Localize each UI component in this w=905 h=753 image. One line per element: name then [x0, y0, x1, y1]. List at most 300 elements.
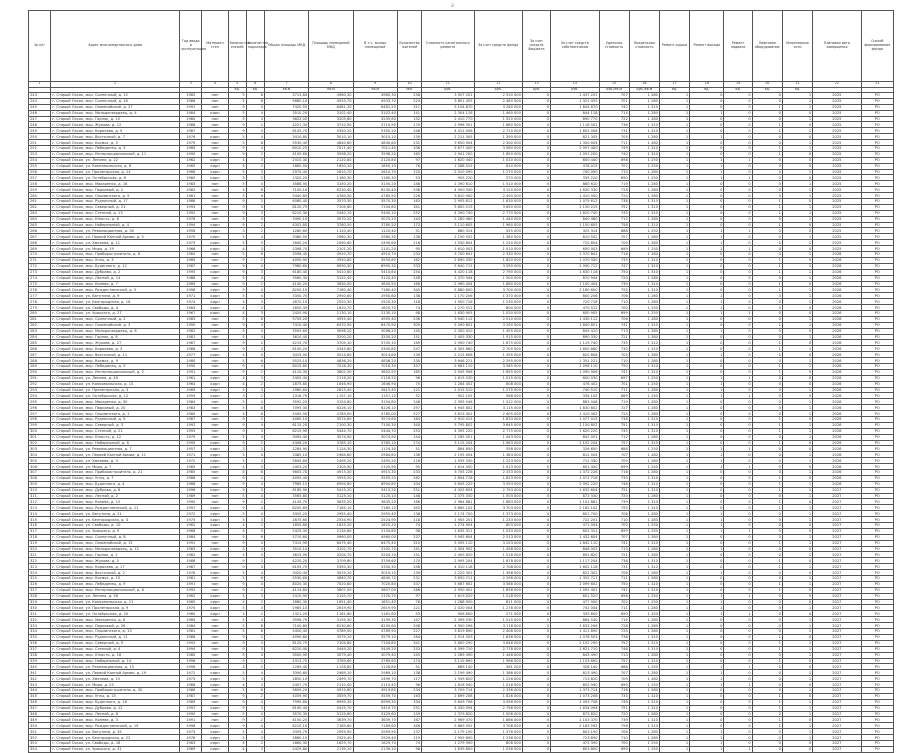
value-cell: кирп: [202, 169, 228, 175]
value-cell: 1: [659, 552, 689, 558]
value-cell: 1 013 000: [474, 464, 522, 470]
value-cell: РО: [861, 652, 893, 658]
value-cell: 0: [724, 634, 752, 640]
value-cell: 1: [724, 464, 752, 470]
value-cell: 1: [752, 269, 782, 275]
value-cell: 5525,10: [264, 358, 308, 364]
value-cell: 3: [246, 240, 264, 246]
value-cell: 1958: [180, 228, 202, 234]
value-cell: 2: [246, 446, 264, 452]
value-cell: 1 830 000: [474, 199, 522, 205]
value-cell: 2025: [813, 181, 861, 187]
value-cell: 2529,40: [309, 735, 353, 741]
row-index-cell: 296: [29, 405, 51, 411]
value-cell: 0: [724, 440, 752, 446]
value-cell: пан: [202, 140, 228, 146]
value-cell: 0: [752, 252, 782, 258]
row-index-cell: 245: [29, 104, 51, 110]
value-cell: 0: [522, 204, 550, 210]
value-cell: 1: [690, 452, 724, 458]
value-cell: 1 274 904: [422, 523, 474, 529]
value-cell: 1989: [180, 493, 202, 499]
value-cell: 724: [599, 629, 629, 635]
value-cell: 298: [397, 623, 421, 629]
row-index-cell: 271: [29, 257, 51, 263]
value-cell: 1: [724, 175, 752, 181]
column-unit: чел.: [397, 87, 421, 93]
value-cell: 2027: [813, 599, 861, 605]
value-cell: 7104,80: [353, 640, 397, 646]
value-cell: 1: [782, 293, 812, 299]
value-cell: 3415,90: [264, 352, 308, 358]
value-cell: 1 395 000: [474, 352, 522, 358]
value-cell: 709: [599, 676, 629, 682]
column-header: Ремонт подвала: [724, 11, 752, 82]
value-cell: 1: [752, 499, 782, 505]
value-cell: 5 640 712: [422, 263, 474, 269]
value-cell: 1: [782, 210, 812, 216]
value-cell: 74: [397, 523, 421, 529]
value-cell: РО: [861, 93, 893, 99]
row-index-cell: 264: [29, 216, 51, 222]
value-cell: 1 280: [629, 293, 659, 299]
value-cell: пан: [202, 399, 228, 405]
value-cell: 1968: [180, 528, 202, 534]
value-cell: 0: [724, 493, 752, 499]
value-cell: РО: [861, 452, 893, 458]
value-cell: 0: [752, 735, 782, 741]
row-index-cell: 311: [29, 493, 51, 499]
value-cell: 3150,20: [309, 181, 353, 187]
value-cell: 2120,80: [353, 157, 397, 163]
value-cell: 0: [752, 193, 782, 199]
value-cell: 1: [690, 517, 724, 523]
value-cell: 1 310: [629, 505, 659, 511]
value-cell: 2027: [813, 528, 861, 534]
value-cell: РО: [861, 682, 893, 688]
column-header: В т.ч. жилых помещений: [353, 11, 397, 82]
value-cell: 4145,70: [264, 499, 308, 505]
column-header: Количество этажей: [228, 11, 246, 82]
value-cell: 1: [782, 581, 812, 587]
value-cell: 2025: [813, 204, 861, 210]
value-cell: 1 226 000: [474, 676, 522, 682]
value-cell: 1: [659, 570, 689, 576]
value-cell: 4221,30: [264, 122, 308, 128]
value-cell: 1984: [180, 534, 202, 540]
value-cell: 1 506 000: [474, 711, 522, 717]
value-cell: 0: [724, 693, 752, 699]
value-cell: 0: [752, 523, 782, 529]
value-cell: 9: [228, 128, 246, 134]
value-cell: РО: [861, 746, 893, 752]
value-cell: 711: [599, 387, 629, 393]
value-cell: 1: [752, 204, 782, 210]
value-cell: 1: [782, 552, 812, 558]
value-cell: 0: [724, 416, 752, 422]
value-cell: РО: [861, 428, 893, 434]
value-cell: 746: [599, 646, 629, 652]
value-cell: 4: [246, 546, 264, 552]
row-index-cell: 307: [29, 470, 51, 476]
value-cell: 165: [397, 369, 421, 375]
value-cell: РО: [861, 434, 893, 440]
value-cell: 1: [659, 104, 689, 110]
value-cell: 1: [659, 146, 689, 152]
value-cell: 6: [246, 93, 264, 99]
value-cell: 1: [659, 181, 689, 187]
value-cell: 139: [397, 134, 421, 140]
value-cell: 700: [599, 305, 629, 311]
value-cell: 1 280: [629, 387, 659, 393]
value-cell: 1: [782, 617, 812, 623]
value-cell: 0: [522, 505, 550, 511]
value-cell: 149: [397, 711, 421, 717]
value-cell: 690: [599, 611, 629, 617]
value-cell: 8: [246, 187, 264, 193]
value-cell: 710 804: [551, 240, 599, 246]
value-cell: 0: [522, 358, 550, 364]
address-cell: г. Старый Оскол, мкр. Юность, д. 18: [51, 652, 180, 658]
value-cell: 1128,80: [309, 664, 353, 670]
value-cell: 1980: [180, 652, 202, 658]
value-cell: 4: [246, 287, 264, 293]
value-cell: 2 199 490: [422, 670, 474, 676]
value-cell: 2026: [813, 252, 861, 258]
value-cell: 728: [599, 623, 629, 629]
value-cell: 0: [782, 570, 812, 576]
value-cell: 4090,60: [264, 634, 308, 640]
value-cell: 1: [782, 517, 812, 523]
value-cell: пан: [202, 687, 228, 693]
value-cell: 1: [659, 299, 689, 305]
value-cell: 1983: [180, 181, 202, 187]
value-cell: 1 310: [629, 428, 659, 434]
value-cell: 3: [246, 605, 264, 611]
address-cell: г. Старый Оскол, мкр. Конева, д. 15: [51, 499, 180, 505]
value-cell: 0: [752, 169, 782, 175]
address-cell: г. Старый Оскол, мкр. Парковый, д. 20: [51, 405, 180, 411]
value-cell: 3570,30: [309, 199, 353, 205]
address-cell: г. Старый Оскол, ул. Первой Конной Армии, д. 19: [51, 670, 180, 676]
value-cell: 0: [522, 546, 550, 552]
value-cell: 756: [599, 222, 629, 228]
value-cell: 1: [659, 393, 689, 399]
value-cell: 561 000: [474, 664, 522, 670]
value-cell: 0: [522, 199, 550, 205]
value-cell: 1: [782, 234, 812, 240]
value-cell: 346: [397, 723, 421, 729]
value-cell: 3: [228, 393, 246, 399]
value-cell: 4840,60: [309, 140, 353, 146]
value-cell: 4: [246, 216, 264, 222]
address-cell: г. Старый Оскол, мкр. Восточный, д. 7: [51, 134, 180, 140]
value-cell: 757: [599, 440, 629, 446]
column-header: Количество жителей: [397, 11, 421, 82]
value-cell: 1: [724, 682, 752, 688]
value-cell: 1 310: [629, 210, 659, 216]
value-cell: РО: [861, 422, 893, 428]
value-cell: 1: [690, 599, 724, 605]
value-cell: 1 411 890: [551, 629, 599, 635]
column-number: 6: [246, 82, 264, 88]
value-cell: 333: [397, 263, 421, 269]
value-cell: 3635,20: [353, 499, 397, 505]
value-cell: 1: [690, 611, 724, 617]
value-cell: пан: [202, 187, 228, 193]
value-cell: 0: [782, 393, 812, 399]
value-cell: 345: [397, 287, 421, 293]
value-cell: 4910,70: [309, 252, 353, 258]
value-cell: 1971: [180, 452, 202, 458]
value-cell: 0: [522, 387, 550, 393]
value-cell: РО: [861, 493, 893, 499]
row-index-cell: 292: [29, 381, 51, 387]
value-cell: 3550,80: [353, 257, 397, 263]
value-cell: 0: [724, 116, 752, 122]
address-cell: г. Старый Оскол, ул. Хмелева, д. 11: [51, 240, 180, 246]
value-cell: 716: [599, 687, 629, 693]
value-cell: 2025: [813, 140, 861, 146]
value-cell: 1: [752, 281, 782, 287]
value-cell: 9: [228, 634, 246, 640]
value-cell: 1 373 714: [551, 687, 599, 693]
row-index-cell: 300: [29, 428, 51, 434]
value-cell: 1 280: [629, 729, 659, 735]
value-cell: 1: [659, 705, 689, 711]
value-cell: 1 280: [629, 140, 659, 146]
value-cell: РО: [861, 505, 893, 511]
value-cell: 1: [782, 169, 812, 175]
value-cell: 4: [246, 116, 264, 122]
value-cell: 1: [659, 646, 689, 652]
value-cell: 0: [522, 670, 550, 676]
value-cell: 751: [599, 487, 629, 493]
value-cell: 1 073 208: [551, 693, 599, 699]
value-cell: 699: [599, 246, 629, 252]
value-cell: 840 460: [551, 216, 599, 222]
value-cell: 2027: [813, 693, 861, 699]
value-cell: 4919,80: [353, 687, 397, 693]
value-cell: 722 201: [551, 517, 599, 523]
value-cell: 51: [397, 664, 421, 670]
value-cell: 1: [752, 658, 782, 664]
value-cell: 2 513 000: [474, 534, 522, 540]
value-cell: 9: [228, 440, 246, 446]
value-cell: 0: [522, 687, 550, 693]
value-cell: 1: [782, 193, 812, 199]
value-cell: пан: [202, 552, 228, 558]
value-cell: 1: [659, 717, 689, 723]
value-cell: 1 310: [629, 416, 659, 422]
value-cell: 9: [228, 269, 246, 275]
value-cell: 0: [690, 193, 724, 199]
value-cell: 1: [752, 128, 782, 134]
value-cell: 1 866 000: [474, 717, 522, 723]
value-cell: 2: [246, 599, 264, 605]
value-cell: 5603,70: [264, 470, 308, 476]
value-cell: 2027: [813, 634, 861, 640]
value-cell: 0: [522, 605, 550, 611]
value-cell: 1989: [180, 146, 202, 152]
value-cell: 0: [752, 316, 782, 322]
value-cell: кирп: [202, 387, 228, 393]
row-index-cell: 298: [29, 416, 51, 422]
value-cell: 2 304 118: [422, 110, 474, 116]
value-cell: 3 120 000: [474, 187, 522, 193]
address-cell: г. Старый Оскол, мкр. Буденного, д. 16: [51, 699, 180, 705]
value-cell: 9: [228, 422, 246, 428]
value-cell: 2026: [813, 340, 861, 346]
value-cell: 1: [782, 316, 812, 322]
address-cell: г. Старый Оскол, ул. Октябрьская, д. 12: [51, 393, 180, 399]
value-cell: 1 020 000: [474, 157, 522, 163]
value-cell: 3390,60: [264, 670, 308, 676]
value-cell: 719: [599, 617, 629, 623]
value-cell: 600 003: [551, 246, 599, 252]
value-cell: 1: [752, 481, 782, 487]
value-cell: 1 639 800: [422, 746, 474, 752]
value-cell: 6230,40: [353, 187, 397, 193]
value-cell: 1: [782, 564, 812, 570]
value-cell: 0: [752, 157, 782, 163]
value-cell: 4: [246, 334, 264, 340]
value-cell: 3780,50: [309, 222, 353, 228]
value-cell: 1976: [180, 134, 202, 140]
value-cell: 9: [228, 146, 246, 152]
value-cell: 326 650: [551, 446, 599, 452]
value-cell: 340: [397, 422, 421, 428]
value-cell: 0: [782, 740, 812, 746]
value-cell: 0: [724, 735, 752, 741]
value-cell: 1 833 000: [474, 416, 522, 422]
value-cell: 4: [246, 352, 264, 358]
value-cell: 2955,40: [353, 511, 397, 517]
value-cell: 2: [246, 740, 264, 746]
value-cell: 98: [397, 528, 421, 534]
value-cell: 2 179 190: [422, 729, 474, 735]
value-cell: 2027: [813, 664, 861, 670]
value-cell: 4: [228, 246, 246, 252]
value-cell: 2026: [813, 334, 861, 340]
row-index-cell: 274: [29, 275, 51, 281]
value-cell: 1991: [180, 104, 202, 110]
value-cell: 98: [397, 746, 421, 752]
value-cell: 0: [522, 340, 550, 346]
value-cell: 3350,70: [264, 293, 308, 299]
value-cell: 3 650 000: [474, 204, 522, 210]
value-cell: 0: [724, 676, 752, 682]
value-cell: 0: [690, 405, 724, 411]
value-cell: 1: [782, 405, 812, 411]
value-cell: 2025: [813, 157, 861, 163]
value-cell: 3: [246, 157, 264, 163]
value-cell: 7415,90: [264, 540, 308, 546]
value-cell: 4789,50: [353, 629, 397, 635]
column-header: За счет средств бюджета: [522, 11, 550, 82]
value-cell: 0: [724, 169, 752, 175]
value-cell: 0: [752, 534, 782, 540]
value-cell: 1 880 000: [474, 122, 522, 128]
value-cell: 1: [659, 599, 689, 605]
value-cell: 116: [397, 240, 421, 246]
value-cell: 1 440 000: [474, 216, 522, 222]
value-cell: 1 310: [629, 340, 659, 346]
value-cell: 4: [228, 593, 246, 599]
address-cell: г. Старый Оскол, мкр. Солнечный, д. 2: [51, 316, 180, 322]
value-cell: 0: [724, 216, 752, 222]
value-cell: 1: [782, 729, 812, 735]
value-cell: 2027: [813, 546, 861, 552]
value-cell: 0: [752, 652, 782, 658]
value-cell: 1962: [180, 523, 202, 529]
value-cell: 1: [659, 222, 689, 228]
row-index-cell: 305: [29, 458, 51, 464]
value-cell: 1: [690, 169, 724, 175]
value-cell: 3205,60: [353, 116, 397, 122]
value-cell: 0: [782, 664, 812, 670]
value-cell: 310: [397, 540, 421, 546]
value-cell: 3 819 890: [422, 629, 474, 635]
value-cell: 2 405 330: [422, 334, 474, 340]
value-cell: 237: [397, 534, 421, 540]
value-cell: 738: [599, 199, 629, 205]
column-header: За счет средств собственников: [551, 11, 599, 82]
value-cell: 706: [599, 316, 629, 322]
value-cell: 2 215 808: [422, 352, 474, 358]
value-cell: 9: [228, 263, 246, 269]
address-cell: г. Старый Оскол, мкр. Северный, д. 21: [51, 204, 180, 210]
value-cell: 1: [659, 163, 689, 169]
value-cell: 1646,90: [309, 381, 353, 387]
value-cell: 0: [752, 599, 782, 605]
value-cell: 755: [599, 505, 629, 511]
value-cell: 1: [690, 234, 724, 240]
value-cell: 1: [782, 699, 812, 705]
value-cell: 2499,70: [309, 676, 353, 682]
value-cell: кирп: [202, 110, 228, 116]
value-cell: 4955,40: [353, 316, 397, 322]
value-cell: 3120,40: [353, 275, 397, 281]
value-cell: 1: [724, 375, 752, 381]
value-cell: 1 620 740: [551, 210, 599, 216]
value-cell: 702: [599, 599, 629, 605]
value-cell: пан: [202, 146, 228, 152]
value-cell: 2 778 000: [474, 646, 522, 652]
value-cell: 3125,10: [353, 493, 397, 499]
value-cell: 1 280: [629, 334, 659, 340]
value-cell: 600 030: [551, 375, 599, 381]
value-cell: 2: [246, 163, 264, 169]
value-cell: 600 440: [551, 157, 599, 163]
address-cell: г. Старый Оскол, мкр. Ольминского, д. 1: [51, 411, 180, 417]
column-number: 8: [309, 82, 353, 88]
column-number: 12: [474, 82, 522, 88]
value-cell: 1: [724, 746, 752, 752]
address-cell: г. Старый Оскол, мкр. Конева, д. 7: [51, 281, 180, 287]
value-cell: 1 152 204: [551, 440, 599, 446]
value-cell: 2 015 510: [422, 387, 474, 393]
value-cell: 2619,90: [353, 605, 397, 611]
value-cell: 335 220: [551, 175, 599, 181]
value-cell: пан: [202, 623, 228, 629]
address-cell: г. Старый Оскол, мкр. Лебединец, д. 9: [51, 581, 180, 587]
value-cell: 0: [522, 257, 550, 263]
column-unit: руб./кв.м: [599, 87, 629, 93]
value-cell: 1: [659, 322, 689, 328]
value-cell: 2 298 000: [474, 576, 522, 582]
value-cell: кирп: [202, 611, 228, 617]
